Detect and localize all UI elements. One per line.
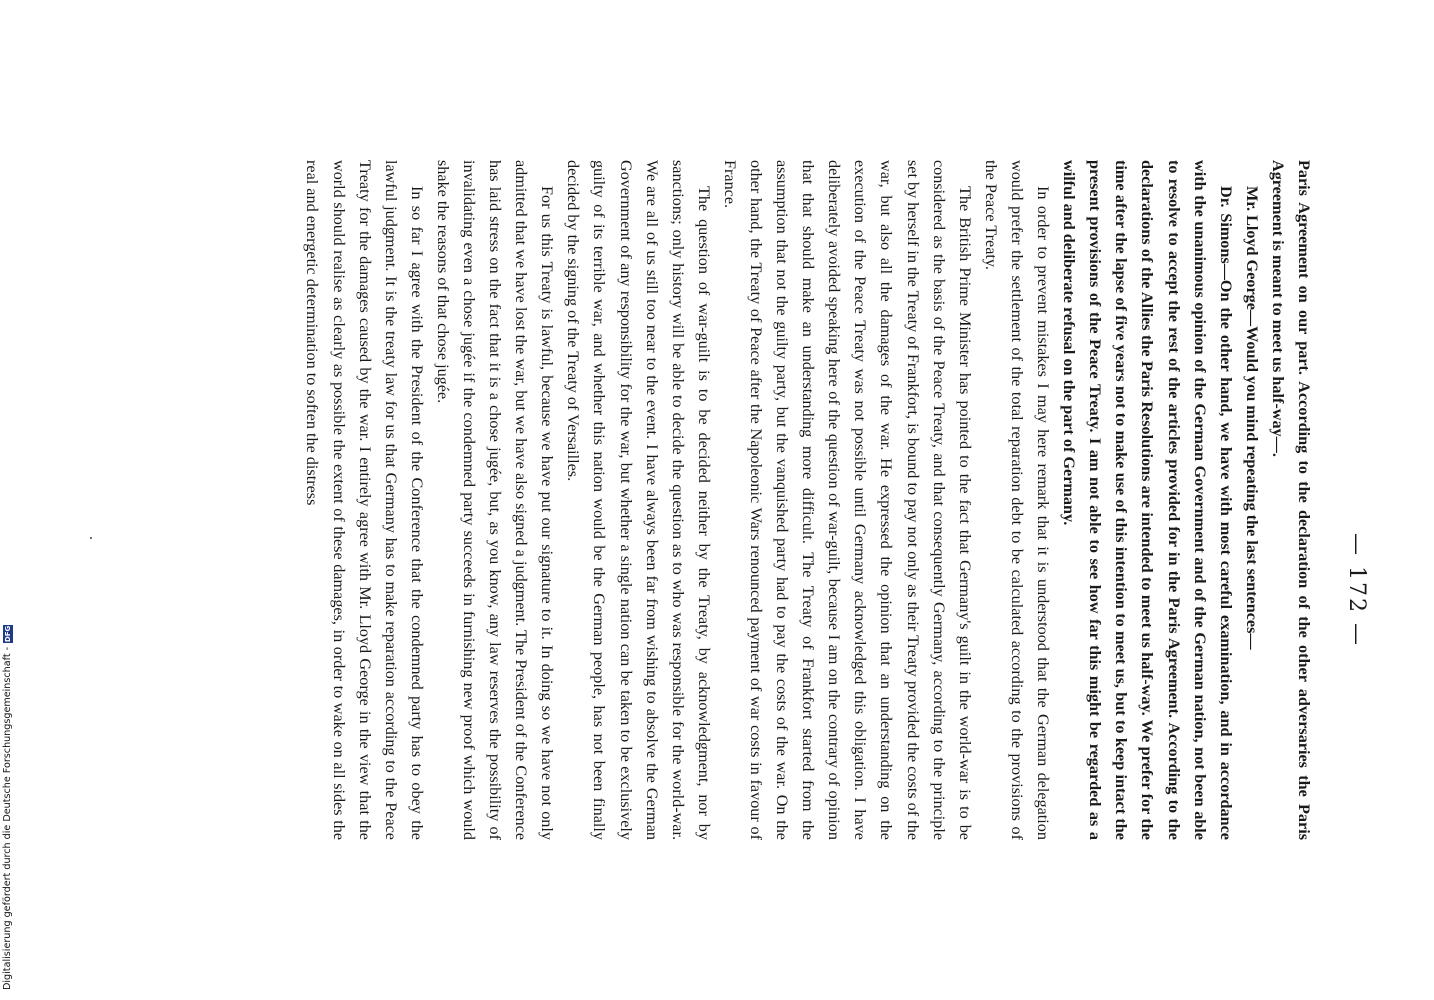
paragraph: Paris Agreement on our part. According to the declaration of the other adversaries the Paris Agreement is meant to meet us half-way—.: [1268, 160, 1313, 840]
digitization-credit: [2, 625, 13, 990]
paragraph: Mr. Lloyd George—Would you mind repeating the last sentences—: [1242, 186, 1261, 650]
page-content: [117, 160, 1369, 840]
dfg-logo-icon: DFG: [3, 625, 12, 643]
paragraph: The British Prime Minister has pointed to the fact that Germany's guilt in the world-war is to be considered as the basis of the Peace Treaty, and that consequently Germany, according to the principle set by herself in the Treaty of Frankfort, is bound to pay not only as their Treaty provided the costs of the war, but also all the damages of the war. He expressed the opinion that an understanding on the execution of the Peace Treaty was not possible until Germany acknowledged this obligation. I have deliberately avoided speaking here of the question of war-guilt, because I am on the contrary of opinion that that should make an understanding more difficult. The Treaty of Frankfort started from the assumption that not the guilty party, but the vanquished party had to pay the costs of the war. On the other hand, the Treaty of Peace after the Napoleonic Wars renounced payment of war costs in favour of France.: [720, 160, 974, 840]
paragraph: The question of war-guilt is to be decided neither by the Treaty, by acknowledgment, nor by sanctions; only history will be able to decide the question as to who was responsible for the world-war. We are all of us still too near to the event. I have always been far from wishing to absolve the German Government of any responsibility for the war, but whether a single nation can be taken to be exclusively guilty of its terrible war, and whether this nation would be the German people, has not been finally decided by the signing of the Treaty of Versailles.: [564, 160, 713, 840]
credit-text: Digitalisierung gefördert durch die Deutsche Forschungsgemeinschaft -: [2, 646, 13, 990]
page-number: — 172 —: [1344, 533, 1369, 647]
paragraph: Dr. Simons—On the other hand, we have with most careful examination, and in accordance with the unanimous opinion of the German Government and of the German nation, not been able to resolve to accept the rest of the articles provided for in the Paris Agreement. According to the declarations of the Allies the Paris Resolutions are intended to meet us half-way. We prefer for the time after the lapse of five years not to make use of this intention to meet us, but to keep intact the present provisions of the Peace Treaty. I am not able to see how far this might be regarded as a wilful and deliberate refusal on the part of Germany.: [1060, 160, 1235, 840]
speck: [90, 537, 92, 539]
body-text: [299, 160, 1317, 840]
paragraph: In so far I agree with the President of the Conference that the condemned party has to obey the lawful judgment. It is the treaty law for us that Germany has to make reparation according to the Peace Treaty for the damages caused by the war. I entirely agree with Mr. Lloyd George in the view that the world should realise as clearly as possible the extent of these damages, in order to wake on all sides the real and energetic determination to soften the distress: [303, 160, 426, 840]
paragraph: In order to prevent mistakes I may here remark that it is understood that the German delegation would prefer the settlement of the total reparation debt to be calculated according to the provisions of the Peace Treaty.: [981, 160, 1053, 840]
paragraph: For us this Treaty is lawful, because we have put our signature to it. In doing so we have not only admitted that we have lost the war, but we have also signed a judgment. The President of the Conference has laid stress on the fact that it is a chose jugée, but, as you know, any law reserves the possibility of invalidating even a chose jugée if the condemned party succeeds in furnishing new proof which would shake the reasons of that chose jugée.: [433, 160, 557, 840]
rotated-page: [117, 160, 1369, 840]
